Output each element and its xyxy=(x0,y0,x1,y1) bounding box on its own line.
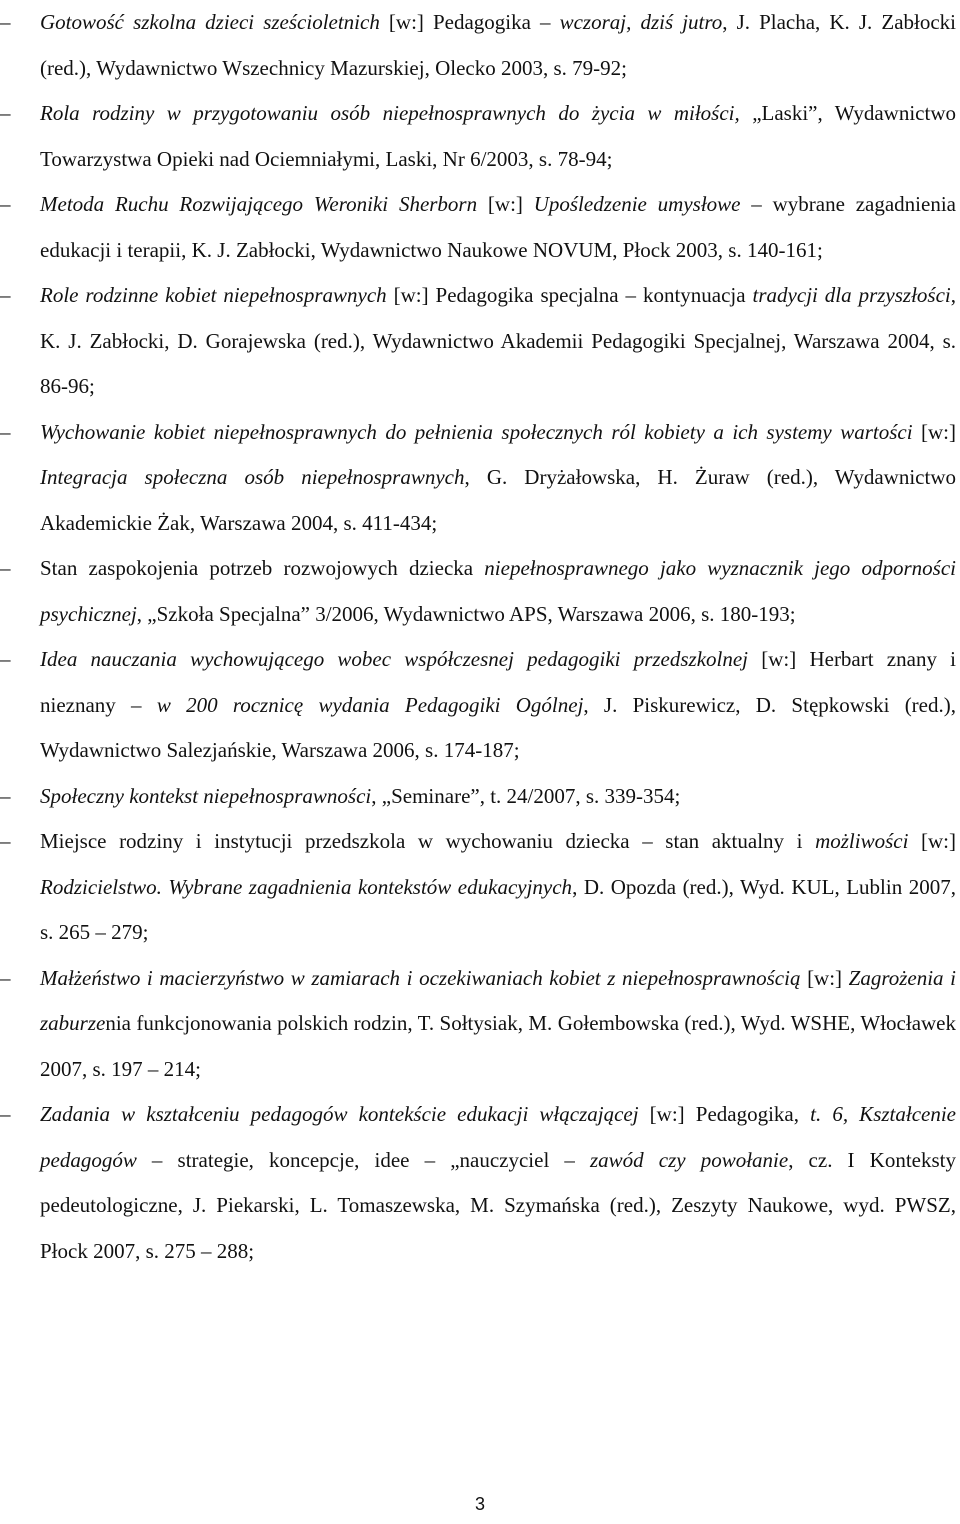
list-dash-bullet: – xyxy=(0,419,11,444)
entry-reference-text: [w:] Pedagogika, xyxy=(638,1102,811,1126)
list-dash-bullet: – xyxy=(0,647,11,671)
entry-title-text: możliwości xyxy=(815,829,909,853)
bibliography-entry xyxy=(0,410,960,547)
entry-reference-text: „Laski”, Wydawnictwo Towarzystwa Opieki nad Ociemniałymi, Laski, Nr 6/2003, s. 78-94; xyxy=(40,101,956,171)
entry-reference-text: Stan zaspokojenia potrzeb rozwojowych dziecka xyxy=(40,556,485,580)
entry-reference-text: , G. Dryżałowska, H. Żuraw (red.), Wydawnictwo Akademickie Żak, Warszawa 2004, s. 411-434; xyxy=(40,465,956,535)
entry-title-text: Gotowość szkolna dzieci sześcioletnich xyxy=(40,10,380,34)
entry-reference-text: [w:] xyxy=(800,965,849,990)
entry-reference-text: , J. Piskurewicz, D. Stępkowski (red.), Wydawnictwo Salezjańskie, Warszawa 2006, s. 174-187; xyxy=(40,692,956,762)
entry-title-text: Rodzicielstwo. Wybrane zagadnienia kontekstów edukacyjnych xyxy=(40,874,573,899)
entry-title-text: Role rodzinne kobiet niepełnosprawnych xyxy=(40,283,387,307)
entry-title-text: Zagrożenia i zaburze xyxy=(40,965,956,1035)
list-dash-bullet: – xyxy=(0,1102,11,1126)
entry-reference-text: Miejsce rodziny i instytucji przedszkola w wychowaniu dziecka – stan aktualny i xyxy=(40,829,816,853)
entry-reference-text: , cz. I Konteksty pedeutologiczne, J. Piekarski, L. Tomaszewska, M. Szymańska (red.), Zeszyty Naukowe, wyd. PWSZ, Płock 2007, s. 275 – 288; xyxy=(40,1147,956,1263)
bibliography-entry xyxy=(0,819,960,956)
bibliography-entry xyxy=(0,546,960,637)
page-number: 3 xyxy=(474,1494,485,1514)
entry-reference-text: , „Seminare”, t. 24/2007, s. 339-354; xyxy=(371,783,681,808)
list-dash-bullet: – xyxy=(0,283,11,307)
entry-reference-text: , K. J. Zabłocki, D. Gorajewska (red.), Wydawnictwo Akademii Pedagogiki Specjalnej, Warszawa 2004, s. 86-96; xyxy=(40,283,957,398)
entry-title-text: niepełnosprawnego jako wyznacznik jego odporności psychicznej xyxy=(40,556,956,626)
list-dash-bullet: – xyxy=(0,783,11,808)
entry-reference-text: , „Szkoła Specjalna” 3/2006, Wydawnictwo APS, Warszawa 2006, s. 180-193; xyxy=(136,601,796,626)
bibliography-entry xyxy=(0,273,960,410)
bibliography-entry xyxy=(0,91,960,182)
entry-title-text: Idea nauczania wychowującego wobec współczesnej pedagogiki przedszkolnej xyxy=(40,647,749,671)
entry-title-text: w 200 rocznicę wydania Pedagogiki Ogólnej xyxy=(156,692,584,717)
entry-reference-text: [w:] xyxy=(912,419,956,444)
entry-reference-text: , D. Opozda (red.), Wyd. KUL, Lublin 2007, s. 265 – 279; xyxy=(40,874,956,944)
entry-reference-text: [w:] Pedagogika – xyxy=(379,10,560,34)
entry-reference-text: [w:] xyxy=(908,829,956,853)
entry-title-text: Integracja społeczna osób niepełnosprawnych xyxy=(40,465,465,489)
entry-title-text: Upośledzenie umysłowe – xyxy=(533,192,762,216)
entry-title-text: Społeczny kontekst niepełnosprawności xyxy=(40,783,372,808)
entry-title-text: Wychowanie kobiet niepełnosprawnych do pełnienia społecznych ról kobiety a ich systemy wartości xyxy=(40,419,913,444)
entry-reference-text: [w:] Herbart znany i nieznany – xyxy=(40,647,956,717)
list-dash-bullet: – xyxy=(0,965,11,990)
entry-title-text: Małżeństwo i macierzyństwo w zamiarach i oczekiwaniach kobiet z niepełnosprawnością xyxy=(40,965,801,990)
bibliography-entry xyxy=(0,637,960,774)
entry-title-text: zawód czy powołanie xyxy=(590,1147,789,1172)
entry-reference-text: , J. Placha, K. J. Zabłocki (red.), Wydawnictwo Wszechnicy Mazurskiej, Olecko 2003, s. 79-92; xyxy=(40,10,957,80)
bibliography-entry xyxy=(0,182,960,273)
entry-reference-text: [w:] xyxy=(477,192,534,216)
entry-title-text: Rola rodziny w przygotowaniu osób niepełnosprawnych do życia w miłości, xyxy=(40,101,740,125)
list-dash-bullet: – xyxy=(0,556,11,580)
entry-reference-text: [w:] Pedagogika specjalna – kontynuacja xyxy=(386,283,753,307)
list-dash-bullet: – xyxy=(0,192,11,216)
bibliography-entry xyxy=(0,1092,960,1274)
entry-title-text: Zadania w kształceniu pedagogów kontekście edukacji włączającej xyxy=(40,1102,639,1126)
entry-reference-text: – strategie, koncepcje, idee – „nauczyciel – xyxy=(136,1147,590,1172)
list-dash-bullet: – xyxy=(0,829,11,853)
entry-reference-text: wybrane zagadnienia edukacji i terapii, K. J. Zabłocki, Wydawnictwo Naukowe NOVUM, Płock 2003, s. 140-161; xyxy=(40,192,956,262)
list-dash-bullet: – xyxy=(0,101,11,125)
entry-title-text: Metoda Ruchu Rozwijającego Weroniki Sherborn xyxy=(40,192,478,216)
bibliography-entry xyxy=(0,956,960,1093)
entry-title-text: tradycji dla przyszłości xyxy=(752,283,951,307)
entry-title-text: wczoraj, dziś jutro xyxy=(559,10,723,34)
entry-reference-text: nia funkcjonowania polskich rodzin, T. Sołtysiak, M. Gołembowska (red.), Wyd. WSHE, Włocławek 2007, s. 197 – 214; xyxy=(40,1011,956,1081)
list-dash-bullet: – xyxy=(0,10,11,34)
bibliography-entry xyxy=(0,774,960,820)
bibliography-entry xyxy=(0,0,960,91)
entry-title-text: t. 6, Kształcenie pedagogów xyxy=(40,1102,957,1172)
